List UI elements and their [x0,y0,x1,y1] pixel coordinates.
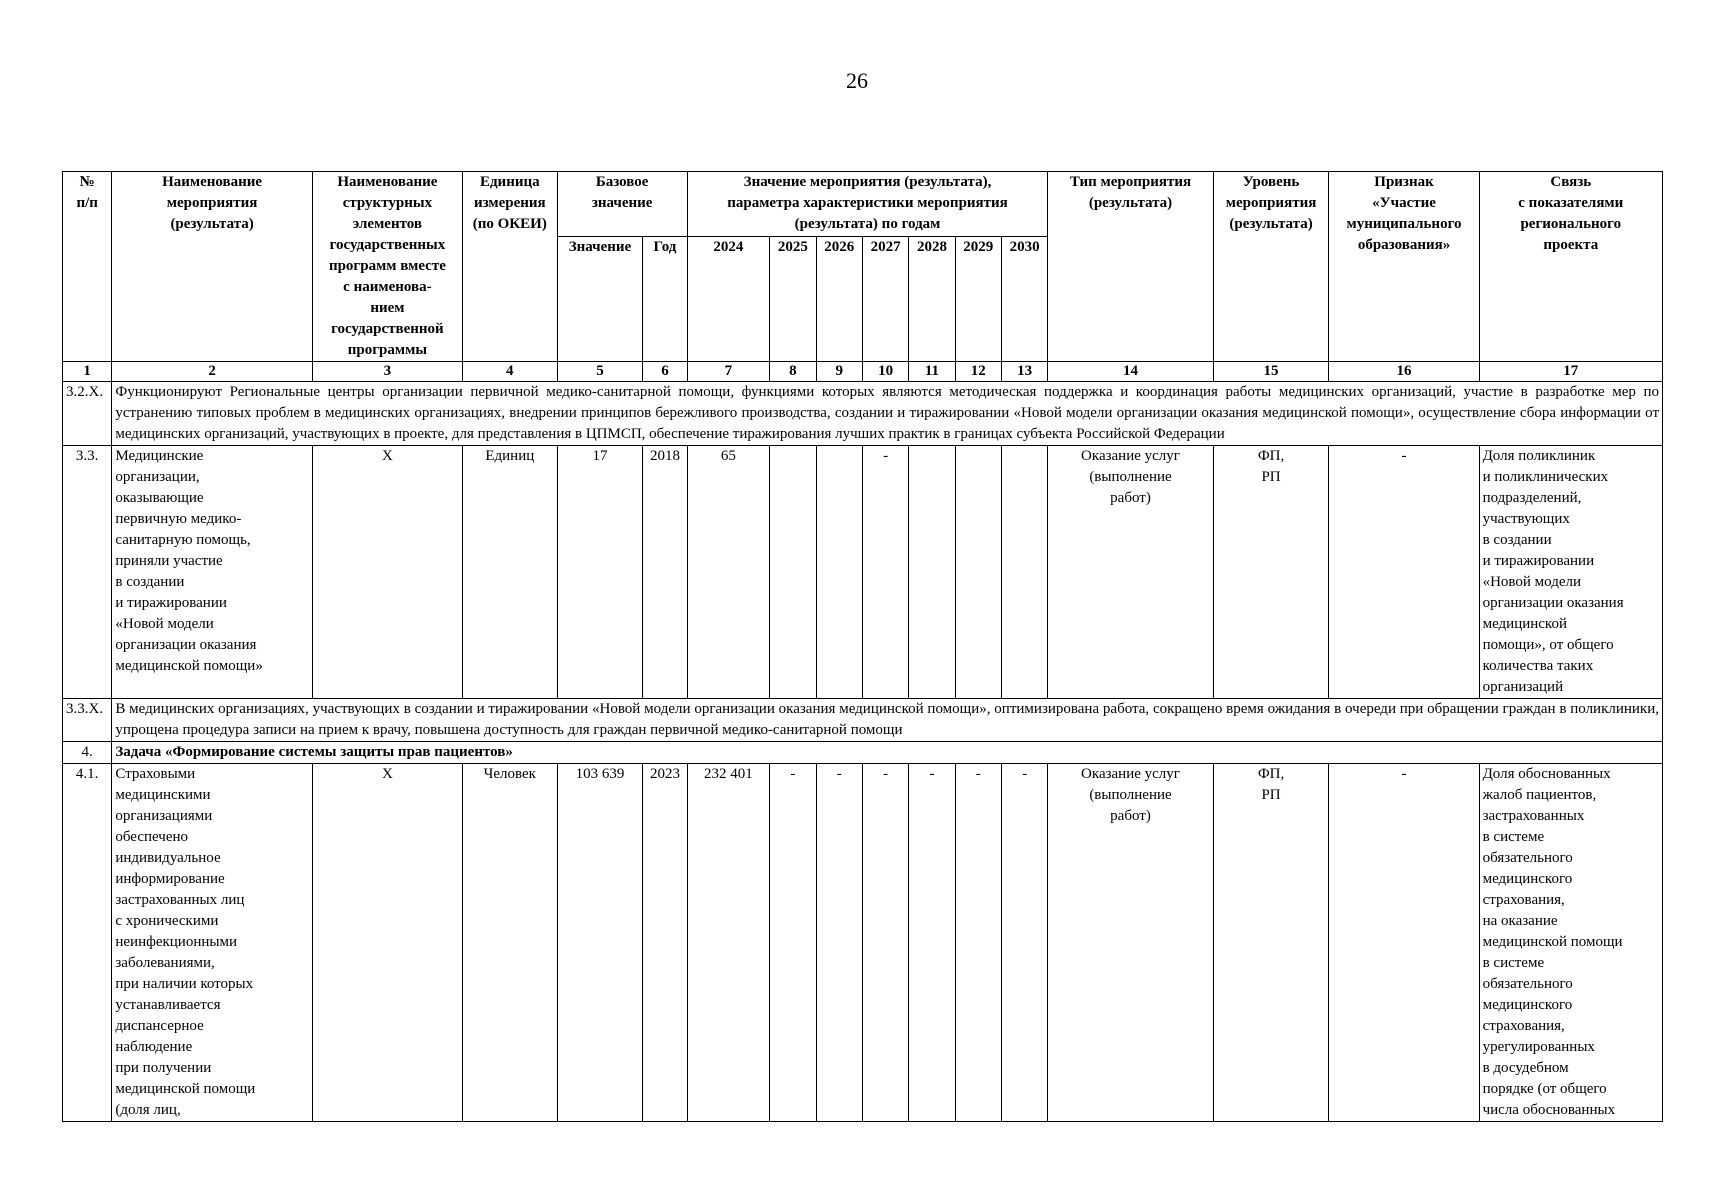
row-3-3 [63,446,1663,699]
base-year: 2018 [643,446,687,699]
header-base-value: Значение [557,236,643,361]
column-number: 9 [816,362,862,382]
regional-link: Доля поликлиник и поликлинических подразделений, участвующих в создании и тиражировании «Новой модели организации оказания медицинской помощи», от общего количества таких организаций [1479,446,1662,699]
row-3-2-x [63,382,1663,446]
value-2024: 232 401 [687,764,770,1122]
row-number: 4. [63,742,112,764]
header-link: Связь с показателями регионального проекта [1479,172,1662,362]
header-number: № п/п [63,172,112,362]
base-year: 2023 [643,764,687,1122]
measure-name: Страховыми медицинскими организациями обеспечено индивидуальное информирование застрахованных лиц с хроническими неинфекционными заболеваниями, при наличии которых устанавливается диспансерное наблюдение при получении медицинской помощи (доля лиц, [112,764,312,1122]
header-year-2028: 2028 [909,236,955,361]
column-number: 5 [557,362,643,382]
header-municipal: Признак «Участие муниципального образования» [1329,172,1479,362]
header-unit: Единица измерения (по ОКЕИ) [462,172,557,362]
measure-type: Оказание услуг (выполнение работ) [1048,446,1213,699]
row-3-3-x [63,699,1663,742]
row-4-1 [63,764,1663,1122]
column-number: 8 [770,362,816,382]
measure-level: ФП, РП [1213,446,1329,699]
header-year-2024: 2024 [687,236,770,361]
row-number: 3.2.X. [63,382,112,446]
measure-name: Медицинские организации, оказывающие первичную медико- санитарную помощь, приняли участие в создании и тиражировании «Новой модели организации оказания медицинской помощи» [112,446,312,699]
column-number: 6 [643,362,687,382]
value-2024: 65 [687,446,770,699]
header-base: Базовое значение [557,172,687,237]
structural-element: X [312,764,462,1122]
column-number: 15 [1213,362,1329,382]
column-number: 16 [1329,362,1479,382]
row-number: 4.1. [63,764,112,1122]
value-2026 [816,446,862,699]
header-base-year: Год [643,236,687,361]
column-number: 1 [63,362,112,382]
structural-element: X [312,446,462,699]
column-number: 11 [909,362,955,382]
municipal-flag: - [1329,764,1479,1122]
column-numbers-row [63,362,1663,382]
value-2029: - [955,764,1001,1122]
result-description: В медицинских организациях, участвующих в создании и тиражировании «Новой модели организации оказания медицинской помощи», оптимизирована работа, сокращено время ожидания в очереди при обращении граждан в поликлиники, упрощена процедура записи на прием к врачу, повышена доступность для граждан первичной медико-санитарной помощи [112,699,1663,742]
unit: Единиц [462,446,557,699]
row-number: 3.3.X. [63,699,112,742]
value-2027: - [862,764,908,1122]
value-2027: - [862,446,908,699]
measures-table [62,171,1663,1122]
column-number: 2 [112,362,312,382]
base-value: 17 [557,446,643,699]
page-number: 26 [846,68,868,93]
row-number: 3.3. [63,446,112,699]
column-number: 13 [1001,362,1047,382]
column-number: 7 [687,362,770,382]
value-2025: - [770,764,816,1122]
column-number: 17 [1479,362,1662,382]
value-2028: - [909,764,955,1122]
base-value: 103 639 [557,764,643,1122]
header-measure-name: Наименование мероприятия (результата) [112,172,312,362]
header-year-2030: 2030 [1001,236,1047,361]
column-number: 14 [1048,362,1213,382]
column-number: 3 [312,362,462,382]
municipal-flag: - [1329,446,1479,699]
value-2029 [955,446,1001,699]
unit: Человек [462,764,557,1122]
column-number: 10 [862,362,908,382]
value-2030: - [1001,764,1047,1122]
header-level: Уровень мероприятия (результата) [1213,172,1329,362]
header-row-1 [63,172,1663,237]
header-year-2026: 2026 [816,236,862,361]
column-number: 12 [955,362,1001,382]
result-description: Функционируют Региональные центры организации первичной медико-санитарной помощи, функциями которых являются методическая поддержка и координация работы медицинских организаций, участие в разработке мер по устранению типовых проблем в медицинских организациях, внедрении принципов бережливого производства, создании и тиражировании «Новой модели организации оказания медицинской помощи», осуществление сбора информации от медицинских организаций, участвующих в проекте, для представления в ЦПМСП, обеспечение тиражирования лучших практик в границах субъекта Российской Федерации [112,382,1663,446]
header-type: Тип мероприятия (результата) [1048,172,1213,362]
header-years-group: Значение мероприятия (результата), параметра характеристики мероприятия (результата) по годам [687,172,1048,237]
regional-link: Доля обоснованных жалоб пациентов, застрахованных в системе обязательного медицинского страхования, на оказание медицинской помощи в системе обязательного медицинского страхования, урегулированных в досудебном порядке (от общего числа обоснованных [1479,764,1662,1122]
value-2030 [1001,446,1047,699]
header-year-2029: 2029 [955,236,1001,361]
row-4 [63,742,1663,764]
value-2025 [770,446,816,699]
header-structural-elements: Наименование структурных элементов государственных программ вместе с наименова- нием государственной программы [312,172,462,362]
measure-type: Оказание услуг (выполнение работ) [1048,764,1213,1122]
value-2028 [909,446,955,699]
task-title: Задача «Формирование системы защиты прав пациентов» [112,742,1663,764]
header-year-2025: 2025 [770,236,816,361]
measure-level: ФП, РП [1213,764,1329,1122]
value-2026: - [816,764,862,1122]
header-year-2027: 2027 [862,236,908,361]
column-number: 4 [462,362,557,382]
